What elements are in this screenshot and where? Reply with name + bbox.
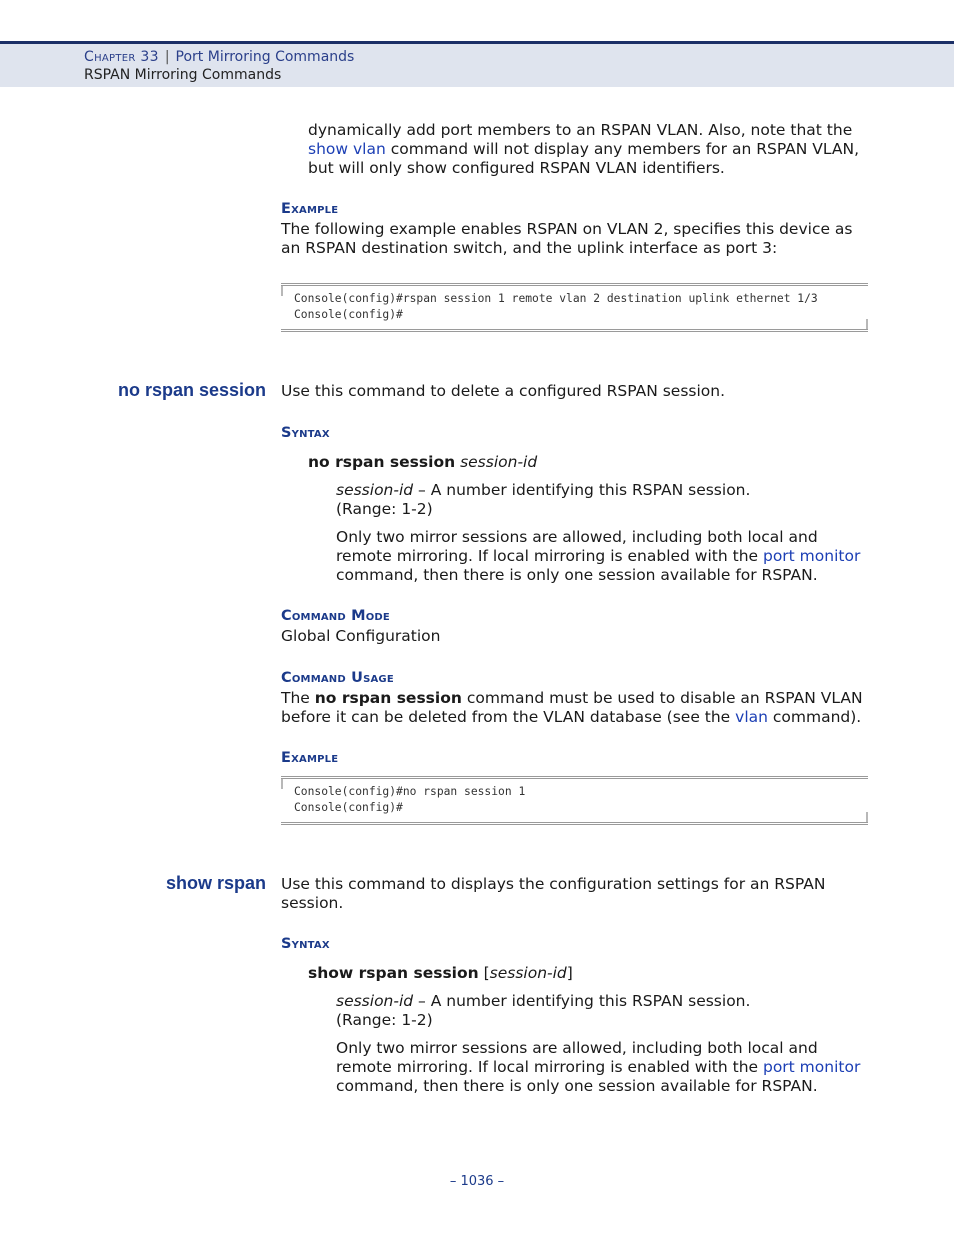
syntax-open-bracket: [	[478, 964, 490, 982]
syntax-command-2: show rspan session	[308, 964, 479, 982]
command-usage-text	[281, 689, 863, 727]
usage-line-1	[281, 689, 863, 708]
usage-line-2-pre: before it can be deleted from the VLAN database (see the	[281, 708, 736, 726]
syntax-line-2	[308, 964, 573, 983]
param-name-2: session-id	[336, 992, 414, 1010]
code-block-1	[281, 283, 868, 332]
param-range-1: (Range: 1-2)	[336, 500, 433, 518]
command-usage-heading: Command Usage	[281, 670, 394, 686]
intro-line-2-text: command will not display any members for an RSPAN VLAN,	[385, 140, 860, 158]
command-mode-heading: Command Mode	[281, 608, 390, 624]
usage-bold-command: no rspan session	[314, 689, 462, 707]
example-heading-1: Example	[281, 201, 339, 217]
note-paragraph-2	[336, 1039, 860, 1096]
intro-paragraph	[308, 121, 859, 178]
no-rspan-description: Use this command to delete a configured RSPAN session.	[281, 382, 726, 400]
syntax-line-1	[308, 453, 537, 472]
note-2-line-1: Only two mirror sessions are allowed, including both local and	[336, 1039, 818, 1057]
command-mode-text: Global Configuration	[281, 627, 441, 645]
note-2-line-2-text: remote mirroring. If local mirroring is enabled with the	[336, 1058, 763, 1076]
usage-line-2	[281, 708, 863, 727]
show-rspan-desc-line-1: Use this command to displays the configuration settings for an RSPAN	[281, 875, 826, 893]
param-line-2	[336, 992, 750, 1011]
note-paragraph-1	[336, 528, 860, 585]
syntax-param-1: session-id	[460, 453, 538, 471]
syntax-command-1: no rspan session	[308, 453, 456, 471]
code-corner-left	[281, 286, 283, 296]
vlan-link[interactable]: vlan	[735, 708, 768, 726]
example-heading-2: Example	[281, 750, 339, 766]
note-1-line-2	[336, 547, 860, 566]
syntax-param-2: session-id	[489, 964, 567, 982]
port-monitor-link-1[interactable]: port monitor	[762, 547, 861, 565]
show-rspan-description	[281, 875, 825, 913]
param-description-1	[336, 481, 750, 519]
param-name-1: session-id	[336, 481, 414, 499]
show-rspan-desc-line-2: session.	[281, 894, 344, 912]
note-1-line-2-text: remote mirroring. If local mirroring is enabled with the	[336, 547, 763, 565]
command-title-no-rspan-session: no rspan session	[117, 380, 266, 400]
show-vlan-link[interactable]: show vlan	[308, 140, 386, 158]
code-text-1: Console(config)#rspan session 1 remote vlan 2 destination uplink ethernet 1/3 Console(config)#	[294, 292, 818, 321]
command-title-show-rspan: show rspan	[165, 873, 266, 893]
page-header	[0, 41, 954, 87]
syntax-heading-1: Syntax	[281, 425, 330, 441]
syntax-heading-2: Syntax	[281, 936, 330, 952]
usage-pre: The	[281, 689, 315, 707]
code-corner-right	[866, 319, 868, 329]
usage-post: command must be used to disable an RSPAN VLAN	[461, 689, 863, 707]
param-description-2	[336, 992, 750, 1030]
note-2-line-2	[336, 1058, 860, 1077]
code-corner-right	[866, 812, 868, 822]
intro-line-3: but will only show configured RSPAN VLAN identifiers.	[308, 159, 725, 177]
param-range-2: (Range: 1-2)	[336, 1011, 433, 1029]
example-text-1-line-2: an RSPAN destination switch, and the uplink interface as port 3:	[281, 239, 778, 257]
page-number: – 1036 –	[449, 1174, 505, 1189]
section-title: RSPAN Mirroring Commands	[84, 67, 282, 83]
code-block-2	[281, 776, 868, 825]
param-desc-2: – A number identifying this RSPAN session.	[413, 992, 751, 1010]
intro-line-1: dynamically add port members to an RSPAN VLAN. Also, note that the	[308, 121, 853, 139]
syntax-close-bracket: ]	[566, 964, 573, 982]
example-text-1-line-1: The following example enables RSPAN on VLAN 2, specifies this device as	[281, 220, 853, 238]
port-monitor-link-2[interactable]: port monitor	[762, 1058, 861, 1076]
chapter-title: Port Mirroring Commands	[175, 49, 355, 65]
example-text-1	[281, 220, 853, 258]
code-text-2: Console(config)#no rspan session 1 Console(config)#	[294, 785, 526, 814]
intro-line-2	[308, 140, 859, 159]
param-desc-1: – A number identifying this RSPAN session.	[413, 481, 751, 499]
chapter-label: Chapter 33	[84, 49, 159, 65]
usage-line-2-post: command).	[767, 708, 862, 726]
note-1-line-3: command, then there is only one session available for RSPAN.	[336, 566, 818, 584]
header-separator: |	[164, 49, 170, 65]
param-line-1	[336, 481, 750, 500]
note-2-line-3: command, then there is only one session available for RSPAN.	[336, 1077, 818, 1095]
note-1-line-1: Only two mirror sessions are allowed, including both local and	[336, 528, 818, 546]
chapter-line	[84, 49, 354, 65]
code-corner-left	[281, 779, 283, 789]
